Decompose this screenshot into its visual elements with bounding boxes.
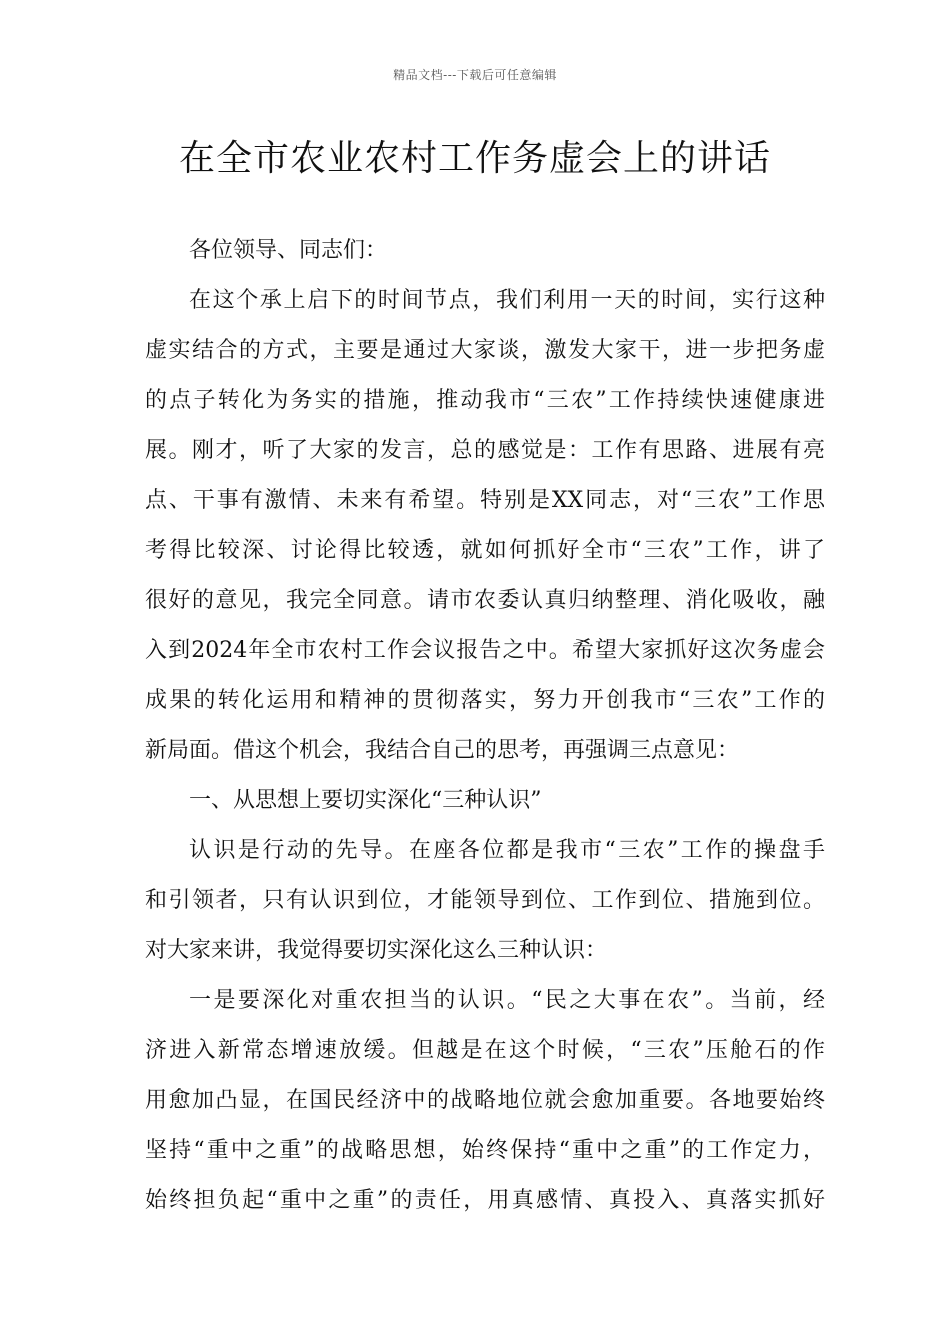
paragraph-line: 用愈加凸显，在国民经济中的战略地位就会愈加重要。各地要始终	[145, 1088, 825, 1113]
paragraph-line: 考得比较深、讨论得比较透，就如何抓好全市“三农”工作，讲了	[145, 538, 825, 563]
paragraph-line: 点、干事有激情、未来有希望。特别是XX同志，对“三农”工作思	[145, 488, 825, 513]
document-title: 在全市农业农村工作务虚会上的讲话	[178, 138, 771, 179]
paragraph-line: 对大家来讲，我觉得要切实深化这么三种认识：	[145, 938, 608, 963]
paragraph-line: 认识是行动的先导。在座各位都是我市“三农”工作的操盘手	[189, 838, 825, 863]
paragraph-line: 和引领者，只有认识到位，才能领导到位、工作到位、措施到位。	[145, 888, 825, 913]
paragraph-line: 很好的意见，我完全同意。请市农委认真归纳整理、消化吸收，融	[145, 588, 825, 613]
paragraph-line: 虚实结合的方式，主要是通过大家谈，激发大家干，进一步把务虚	[145, 338, 825, 363]
paragraph-line: 入到2024年全市农村工作会议报告之中。希望大家抓好这次务虚会	[145, 638, 825, 663]
paragraph-line: 展。刚才，听了大家的发言，总的感觉是：工作有思路、进展有亮	[145, 438, 825, 463]
paragraph-line: 的点子转化为务实的措施，推动我市“三农”工作持续快速健康进	[145, 388, 825, 413]
salutation: 各位领导、同志们：	[189, 238, 388, 263]
paragraph-line: 在这个承上启下的时间节点，我们利用一天的时间，实行这种	[189, 288, 825, 313]
paragraph-line: 成果的转化运用和精神的贯彻落实，努力开创我市“三农”工作的	[145, 688, 825, 713]
paragraph-line: 坚持“重中之重”的战略思想，始终保持“重中之重”的工作定力，	[145, 1138, 825, 1163]
section-heading: 一、从思想上要切实深化“三种认识”	[189, 788, 542, 813]
document-body	[145, 226, 825, 1226]
paragraph-line: 新局面。借这个机会，我结合自己的思考，再强调三点意见：	[145, 738, 740, 763]
paragraph-line: 济进入新常态增速放缓。但越是在这个时候，“三农”压舱石的作	[145, 1038, 825, 1063]
header-note: 精品文档---下载后可任意编辑	[393, 68, 557, 82]
paragraph-line: 一是要深化对重农担当的认识。“民之大事在农”。当前，经	[189, 988, 825, 1013]
paragraph-line: 始终担负起“重中之重”的责任，用真感情、真投入、真落实抓好	[145, 1188, 825, 1213]
